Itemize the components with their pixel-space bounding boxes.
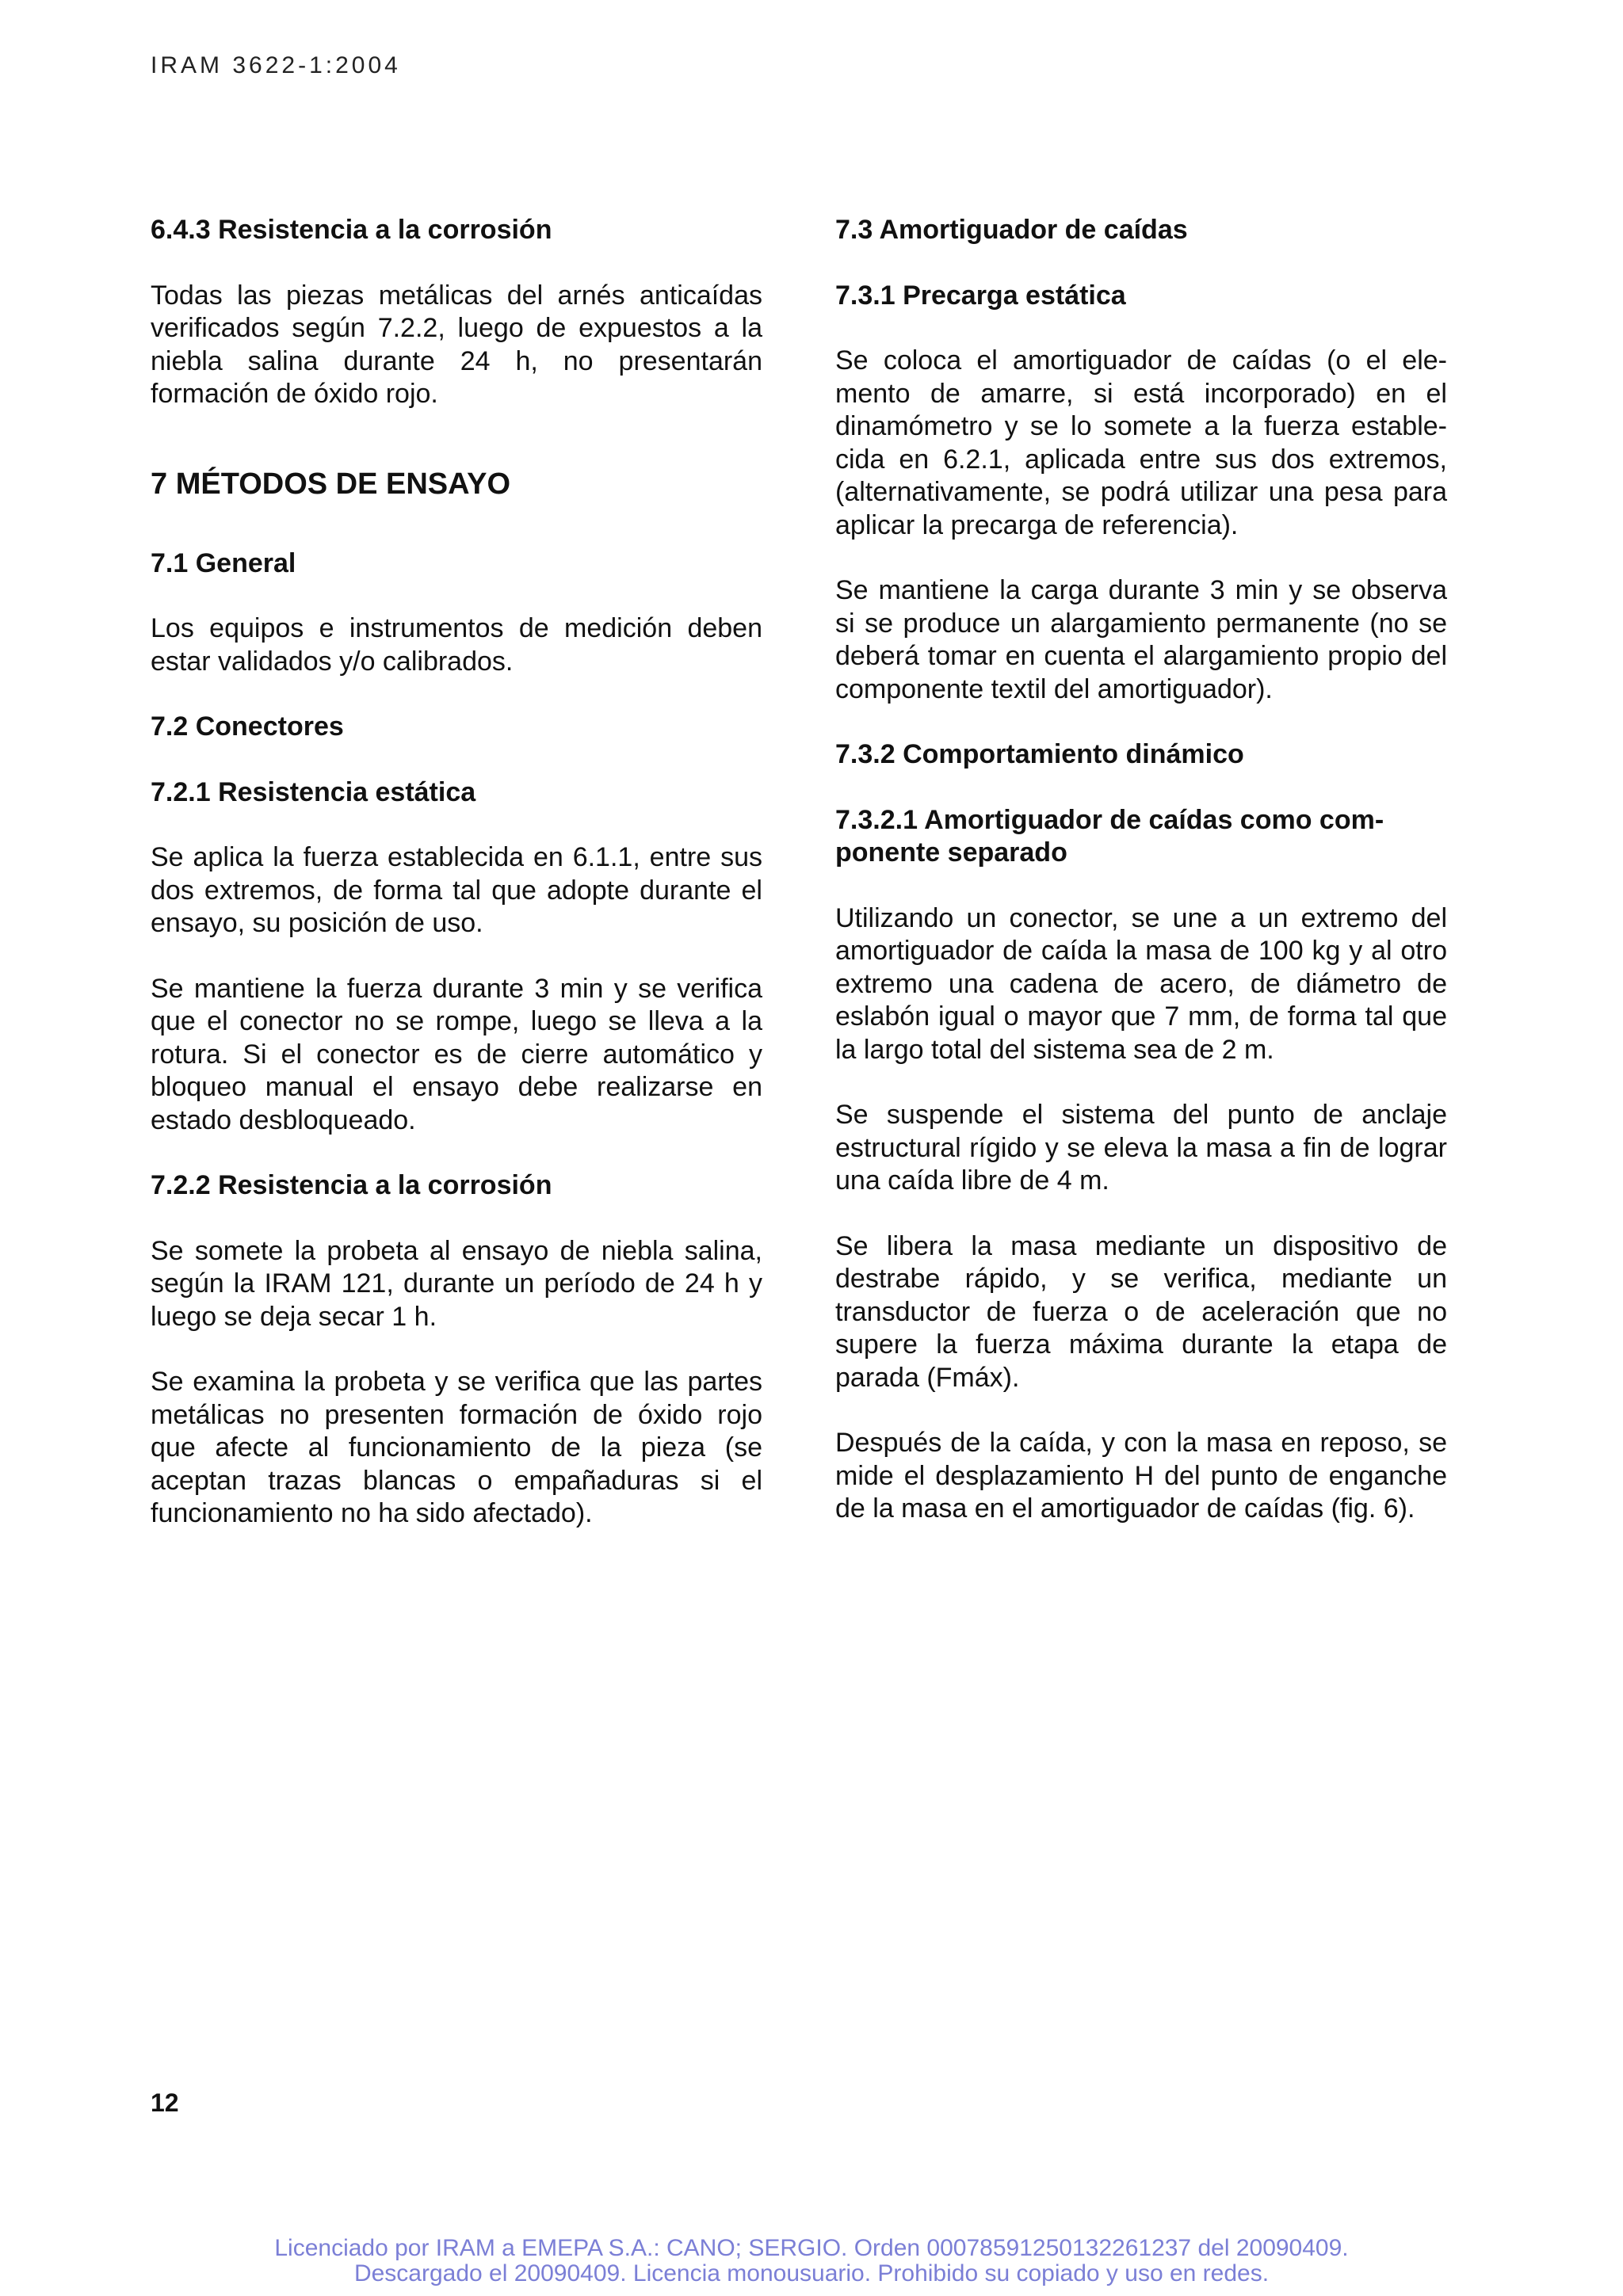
section-7-2-2-text-2: Se examina la probeta y se verifica que las partes metálicas no presenten formación de óxido rojo que afecte al funcionamiento de la pieza (se aceptan trazas blancas o empañaduras si el funcionamiento no ha sido afectado). bbox=[151, 1367, 762, 1528]
section-7-2-1-text-1: Se aplica la fuerza establecida en 6.1.1, entre sus dos extremos, de forma tal que adopte durante el ensayo, su posición de uso. bbox=[151, 842, 762, 938]
section-7-3-2-heading: 7.3.2 Comportamiento dinámico bbox=[835, 739, 1244, 769]
section-7-3-2-1-text-1: Utilizando un conector, se une a un extremo del amortiguador de caída la masa de 100 kg y al otro extremo una cadena de acero, de diámetro de eslabón igual o mayor que 7 mm, de forma tal que la largo total del sistema sea de 2 m. bbox=[835, 902, 1447, 1065]
section-6-4-3-heading: 6.4.3 Resistencia a la corrosión bbox=[151, 215, 552, 245]
section-7-2-2-heading: 7.2.2 Resistencia a la corrosión bbox=[151, 1170, 552, 1200]
document-id-header: IRAM 3622-1:2004 bbox=[151, 52, 401, 78]
section-7-3-heading: 7.3 Amortiguador de caídas bbox=[835, 215, 1188, 245]
right-column bbox=[835, 214, 1447, 1558]
license-footer-line-2: Descargado el 20090409. Licencia monousuario. Prohibido su copiado y uso en redes. bbox=[353, 2260, 1270, 2286]
page-number: 12 bbox=[151, 2088, 179, 2117]
section-7-3-1-text-2: Se mantiene la carga durante 3 min y se observa si se produce un alargamiento permanente (no se deberá tomar en cuenta el alargamiento propio del componente textil del amortiguador). bbox=[835, 575, 1447, 704]
section-7-2-1-text-2: Se mantiene la fuerza durante 3 min y se verifica que el conector no se rompe, luego se lleva a la rotura. Si el conector es de cierre automático y bloqueo manual el ensayo debe realizarse en estado desbloqueado. bbox=[151, 973, 762, 1135]
section-7-1-heading: 7.1 General bbox=[151, 547, 296, 578]
section-7-2-1-heading: 7.2.1 Resistencia estática bbox=[151, 776, 476, 807]
section-7-2-2-text-1: Se somete la probeta al ensayo de niebla salina, según la IRAM 121, durante un período de 24 h y luego se deja secar 1 h. bbox=[151, 1235, 762, 1332]
section-6-4-3-text: Todas las piezas metálicas del arnés anticaídas verificados según 7.2.2, luego de expuestos a la niebla salina durante 24 h, no presentarán formación de óxido rojo. bbox=[151, 280, 762, 409]
section-7-3-2-1-text-4: Después de la caída, y con la masa en reposo, se mide el desplazamiento H del punto de enganche de la masa en el amortiguador de caídas (fig. 6). bbox=[835, 1428, 1447, 1524]
section-7-1-text: Los equipos e instrumentos de medición deben estar validados y/o calibrados. bbox=[151, 613, 762, 677]
section-7-3-2-1-text-2: Se suspende el sistema del punto de anclaje estructural rígido y se eleva la masa a fin de lograr una caída libre de 4 m. bbox=[835, 1100, 1447, 1196]
section-7-3-2-1-heading: 7.3.2.1 Amortiguador de caídas como componente separado bbox=[835, 804, 1384, 868]
license-footer bbox=[0, 2236, 1623, 2286]
section-7-3-1-heading: 7.3.1 Precarga estática bbox=[835, 280, 1126, 311]
left-column bbox=[151, 214, 762, 1563]
license-footer-line-1: Licenciado por IRAM a EMEPA S.A.: CANO; SERGIO. Orden 00078591250132261237 del 20090409. bbox=[274, 2235, 1349, 2261]
section-7-3-2-1-text-3: Se libera la masa mediante un dispositivo de destrabe rápido, y se verifica, mediante un transductor de fuerza o de aceleración que no supere la fuerza máxima durante la etapa de parada (Fmáx). bbox=[835, 1230, 1447, 1393]
section-7-3-1-text-1: Se coloca el amortiguador de caídas (o el elemento de amarre, si está incorporado) en el dinamómetro y se lo somete a la fuerza establecida en 6.2.1, aplicada entre sus dos extremos, (alternativamente, se podrá utilizar una pesa para aplicar la precarga de referencia). bbox=[835, 345, 1447, 540]
section-7-2-heading: 7.2 Conectores bbox=[151, 711, 344, 742]
section-7-heading: 7 MÉTODOS DE ENSAYO bbox=[151, 467, 511, 501]
